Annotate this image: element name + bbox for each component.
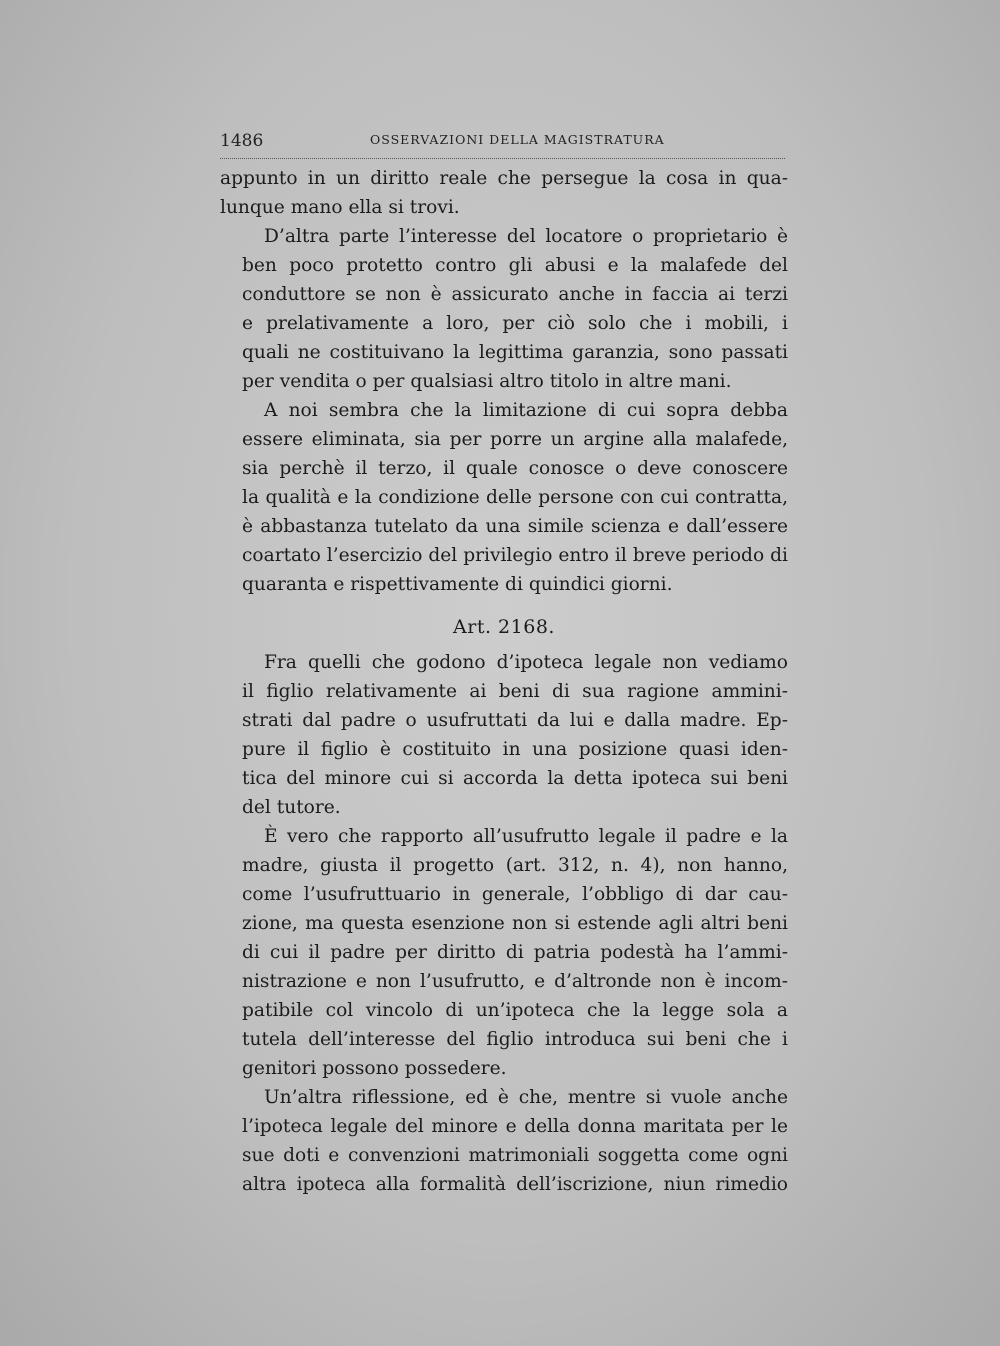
text-line: zione, ma questa esenzione non si estende agli altri beni: [242, 913, 788, 934]
text-line: quaranta e rispettivamente di quindici giorni.: [242, 574, 673, 595]
text-line: essere eliminata, sia per porre un argine alla malafede,: [242, 429, 788, 450]
text-line: patibile col vincolo di un’ipoteca che la legge sola a: [242, 1000, 788, 1021]
text-line: pure il figlio è costituito in una posizione quasi iden-: [242, 739, 788, 760]
text-line: e prelativamente a loro, per ciò solo che i mobili, i: [242, 313, 788, 334]
text-line: nistrazione e non l’usufrutto, e d’altronde non è incom-: [242, 971, 788, 992]
text-line: Fra quelli che godono d’ipoteca legale non vediamo: [264, 652, 788, 673]
text-line: come l’usufruttuario in generale, l’obbligo di dar cau-: [242, 884, 788, 905]
paragraph: [220, 648, 788, 822]
text-line: tica del minore cui si accorda la detta ipoteca sui beni: [242, 768, 788, 789]
text-line: appunto in un diritto reale che persegue la cosa in qua-: [220, 168, 788, 189]
text-line: D’altra parte l’interesse del locatore o proprietario è: [264, 226, 788, 247]
article-heading: Art. 2168.: [453, 616, 555, 638]
text-line: il figlio relativamente ai beni di sua ragione ammini-: [242, 681, 788, 702]
body-text: [220, 164, 788, 1199]
text-line: A noi sembra che la limitazione di cui sopra debba: [264, 400, 788, 421]
running-head: OSSERVAZIONI DELLA MAGISTRATURA: [370, 132, 665, 147]
paragraph: [220, 1083, 788, 1199]
page-header: [220, 128, 785, 159]
text-line: sia perchè il terzo, il quale conosce o deve conoscere: [242, 458, 788, 479]
paragraph: [220, 822, 788, 1083]
text-line: strati dal padre o usufruttati da lui e dalla madre. Ep-: [242, 710, 788, 731]
page-number: 1486: [220, 131, 264, 151]
text-line: è abbastanza tutelato da una simile scienza e dall’essere: [242, 516, 788, 537]
text-line: È vero che rapporto all’usufrutto legale il padre e la: [264, 826, 788, 847]
text-line: sue doti e convenzioni matrimoniali soggetta come ogni: [242, 1145, 788, 1166]
text-line: quali ne costituivano la legittima garanzia, sono passati: [242, 342, 788, 363]
text-line: l’ipoteca legale del minore e della donna maritata per le: [242, 1116, 788, 1137]
text-line: madre, giusta il progetto (art. 312, n. 4), non hanno,: [242, 855, 788, 876]
text-line: conduttore se non è assicurato anche in faccia ai terzi: [242, 284, 788, 305]
text-line: di cui il padre per diritto di patria podestà ha l’ammi-: [242, 942, 788, 963]
text-line: la qualità e la condizione delle persone con cui contratta,: [242, 487, 788, 508]
text-line: altra ipoteca alla formalità dell’iscrizione, niun rimedio: [242, 1174, 788, 1195]
text-line: lunque mano ella si trovi.: [220, 197, 460, 218]
paragraph: [220, 396, 788, 599]
text-line: per vendita o per qualsiasi altro titolo in altre mani.: [242, 371, 732, 392]
text-line: ben poco protetto contro gli abusi e la malafede del: [242, 255, 788, 276]
text-line: del tutore.: [242, 797, 341, 818]
text-line: tutela dell’interesse del figlio introduca sui beni che i: [242, 1029, 788, 1050]
text-line: genitori possono possedere.: [242, 1058, 507, 1079]
text-line: coartato l’esercizio del privilegio entro il breve periodo di: [242, 545, 788, 566]
paragraph: [220, 222, 788, 396]
text-line: Un’altra riflessione, ed è che, mentre si vuole anche: [264, 1087, 788, 1108]
paragraph: [220, 164, 788, 222]
